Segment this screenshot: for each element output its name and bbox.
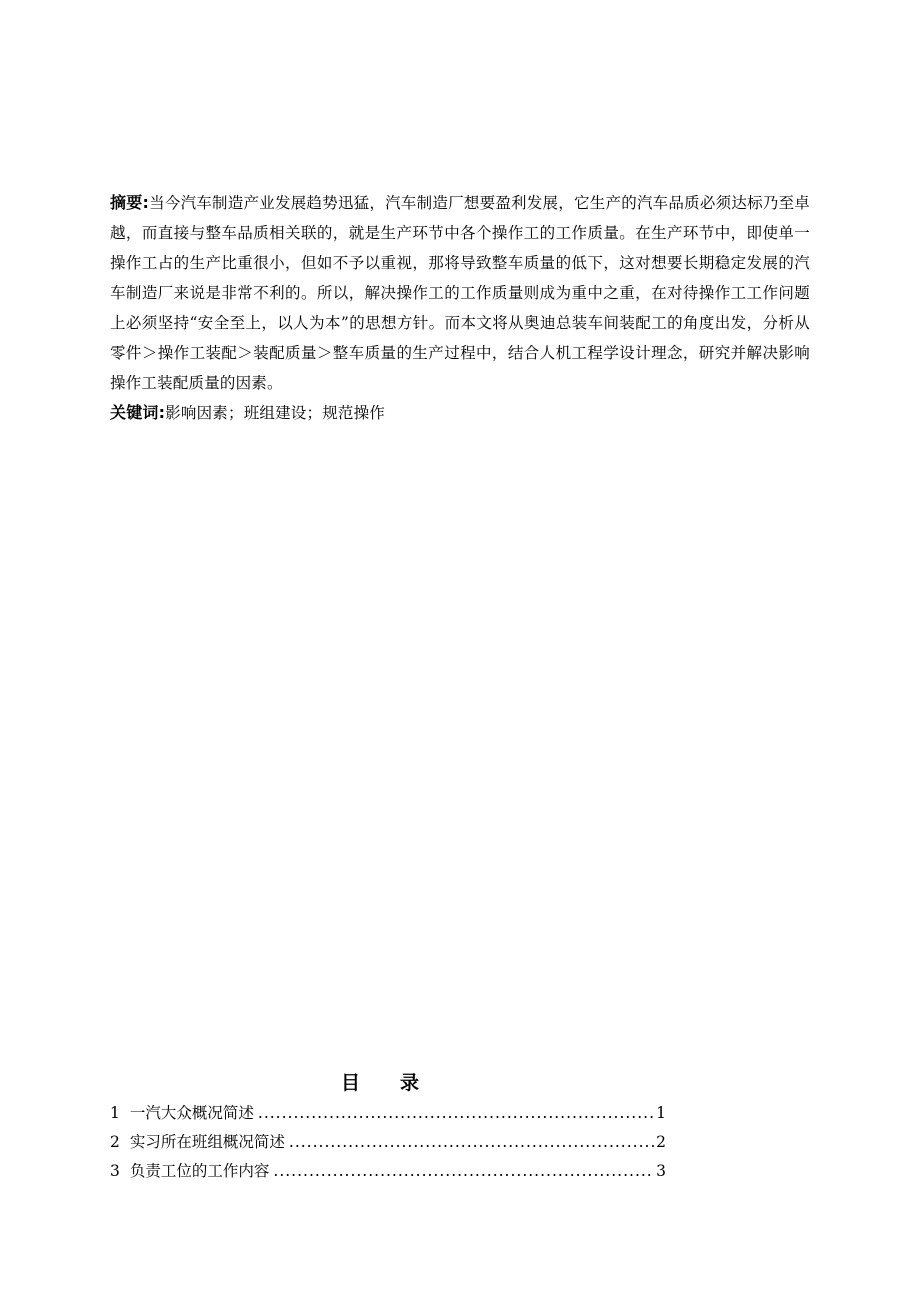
toc-dot-leader xyxy=(289,1128,654,1157)
toc-entry-page: 1 xyxy=(656,1104,666,1122)
toc-entry-number: 3 xyxy=(110,1162,120,1180)
toc-entry-title: 负责工位的工作内容 xyxy=(129,1162,270,1180)
abstract-section xyxy=(110,188,810,428)
toc-dot-leader xyxy=(258,1099,654,1128)
keywords-line xyxy=(110,398,810,428)
abstract-paragraph xyxy=(110,188,810,398)
toc-entry[interactable] xyxy=(110,1128,666,1157)
abstract-label: 摘要: xyxy=(110,193,150,212)
toc-entry-number: 2 xyxy=(110,1133,120,1151)
keywords-text: 影响因素；班组建设；规范操作 xyxy=(165,404,386,422)
table-of-contents xyxy=(110,1068,666,1186)
toc-entry-page: 2 xyxy=(656,1133,666,1151)
toc-entry-number: 1 xyxy=(110,1104,120,1122)
toc-entry-title: 一汽大众概况简述 xyxy=(129,1104,254,1122)
keywords-label: 关键词: xyxy=(110,403,166,422)
toc-entry[interactable] xyxy=(110,1099,666,1128)
toc-entry[interactable] xyxy=(110,1157,666,1186)
toc-dot-leader xyxy=(273,1157,654,1186)
toc-entry-title: 实习所在班组概况简述 xyxy=(129,1133,285,1151)
abstract-text: 当今汽车制造产业发展趋势迅猛，汽车制造厂想要盈利发展，它生产的汽车品质必须达标乃至卓越，而直接与整车品质相关联的，就是生产环节中各个操作工的工作质量。在生产环节中，即使单一操作工占的生产比重很小，但如不予以重视，那将导致整车质量的低下，这对想要长期稳定发展的汽车制造厂来说是非常不利的。所以，解决操作工的工作质量则成为重中之重，在对待操作工工作问题上必须坚持“安全至上，以人为本”的思想方针。而本文将从奥迪总装车间装配工的角度出发，分析从零件＞操作工装配＞装配质量＞整车质量的生产过程中，结合人机工程学设计理念，研究并解决影响操作工装配质量的因素。 xyxy=(110,194,811,392)
toc-title: 目录 xyxy=(340,1072,459,1094)
toc-entry-page: 3 xyxy=(656,1162,666,1180)
